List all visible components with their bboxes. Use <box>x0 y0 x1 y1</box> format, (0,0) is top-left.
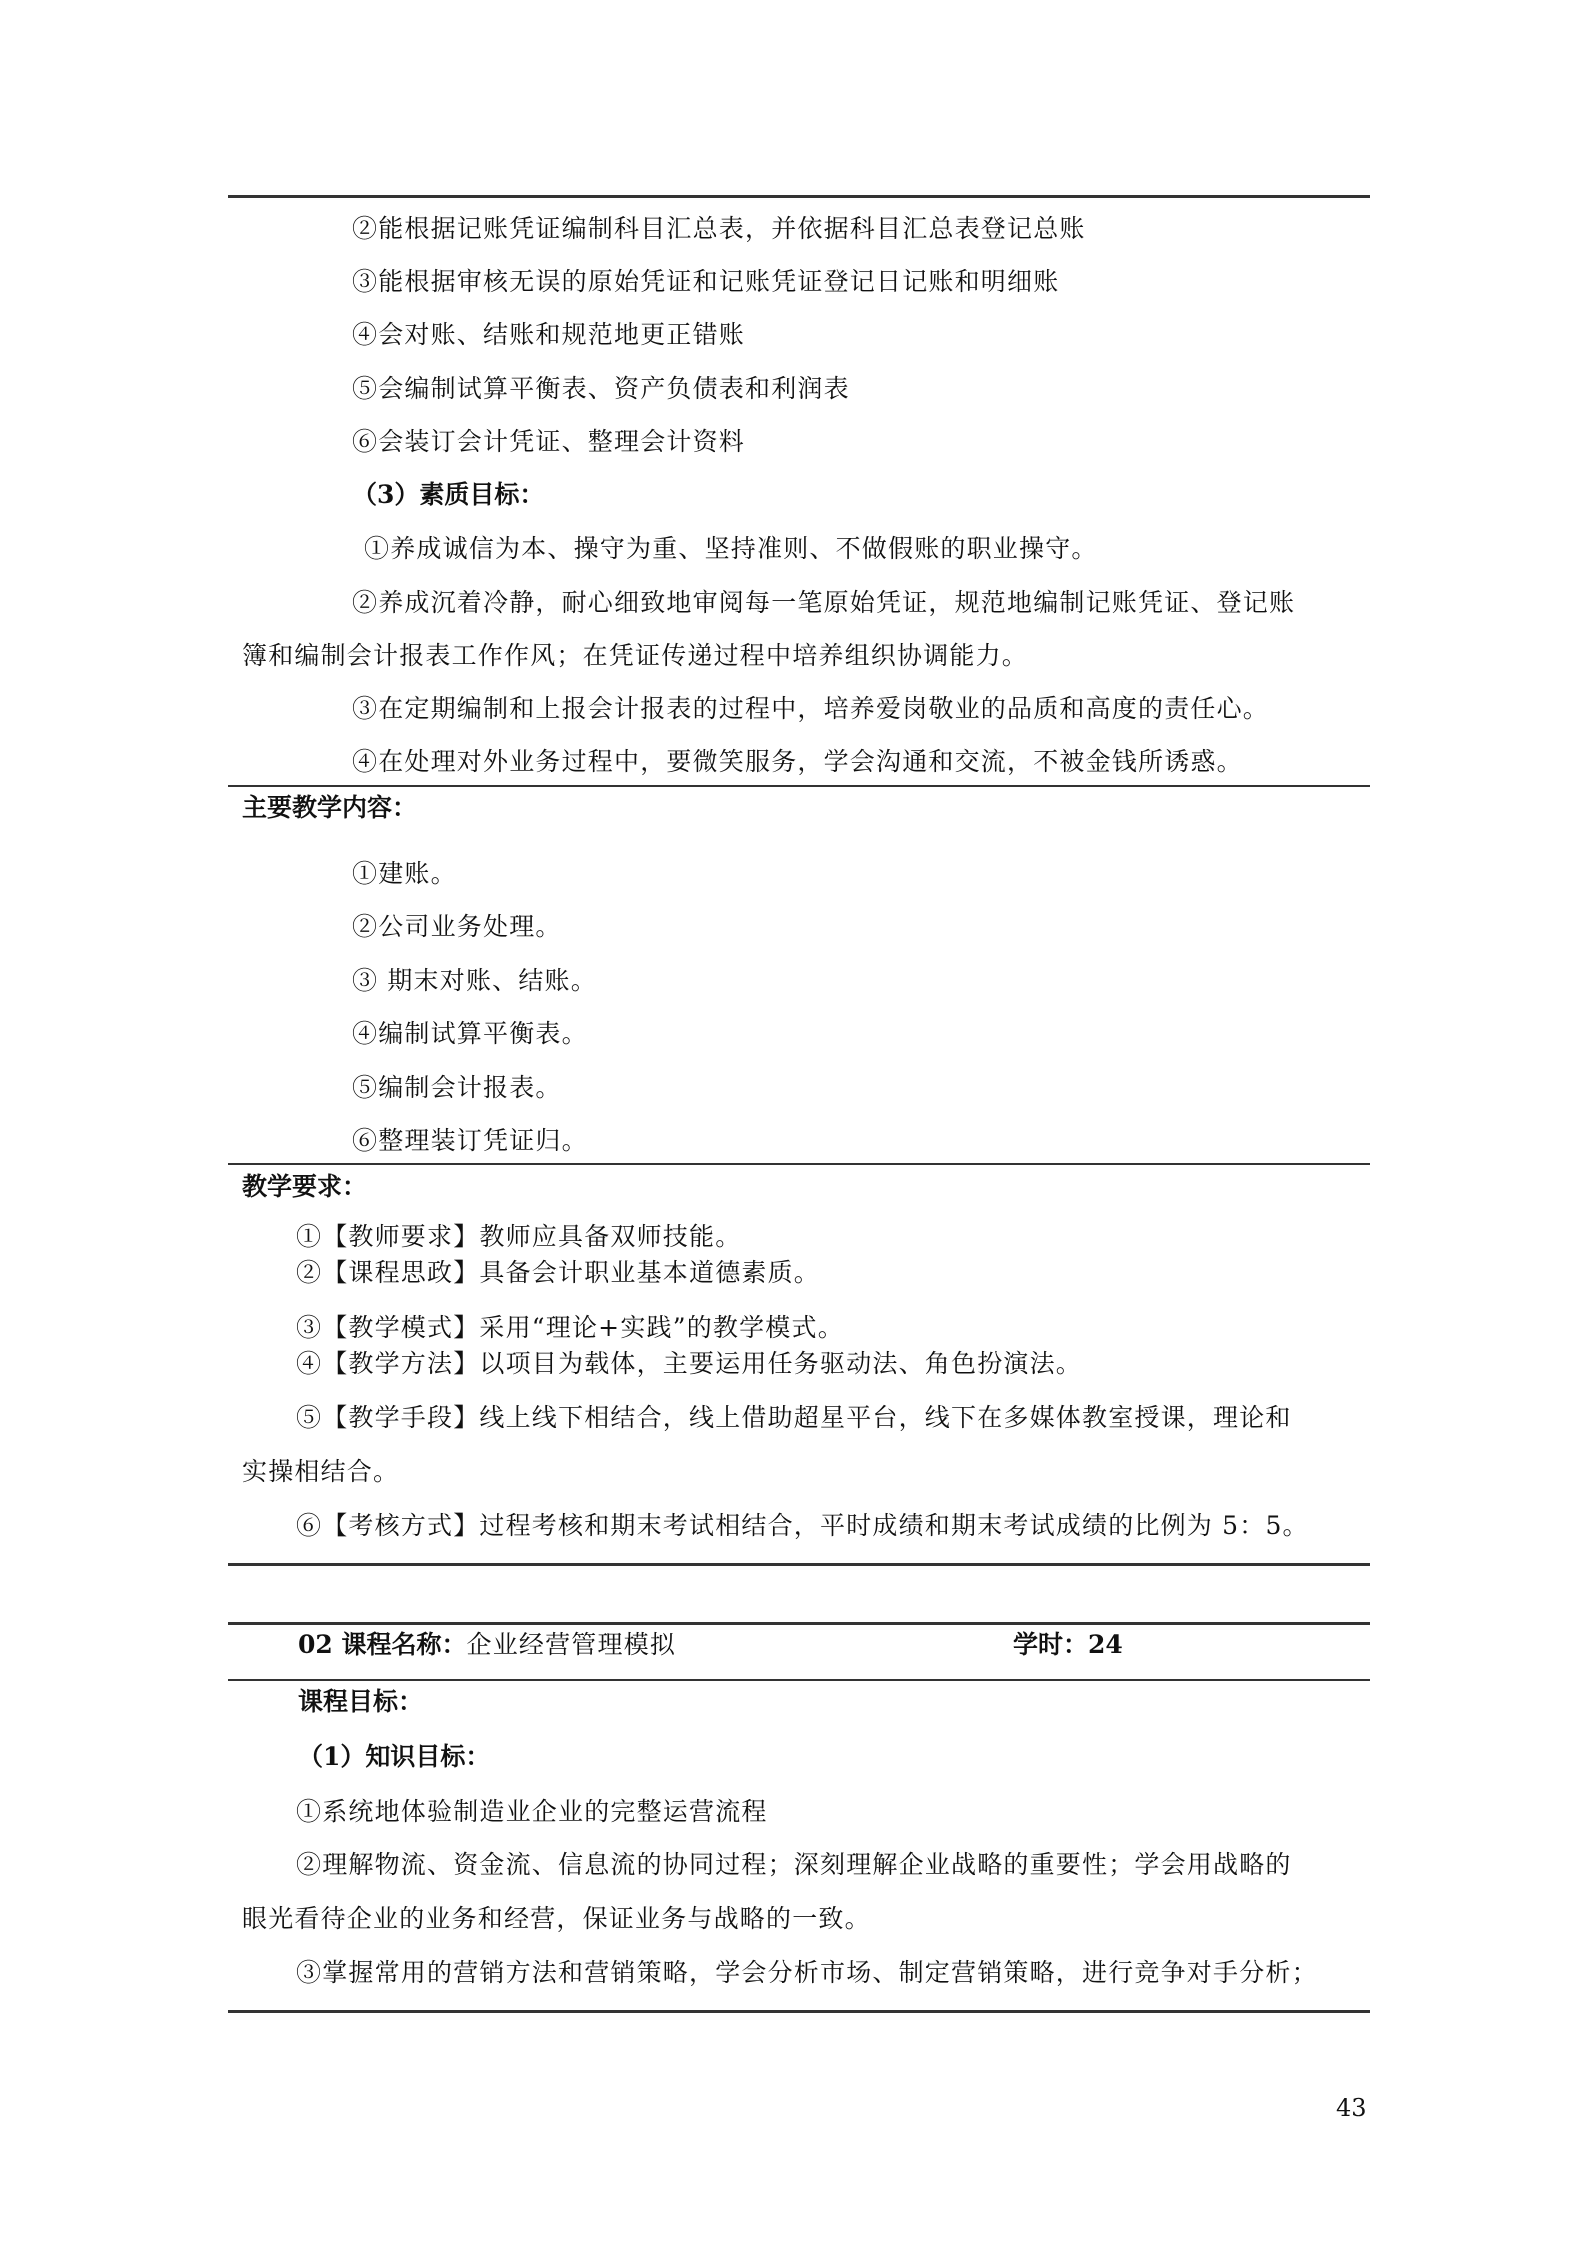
quality-item: ③在定期编制和上报会计报表的过程中，培养爱岗敬业的品质和高度的责任心。 <box>352 694 1270 723</box>
knowledge-item: ①系统地体验制造业企业的完整运营流程 <box>296 1797 768 1826</box>
content-item: ⑤编制会计报表。 <box>352 1073 562 1102</box>
knowledge-objectives-heading: （1）知识目标： <box>298 1742 491 1771</box>
skill-item: ②能根据记账凭证编制科目汇总表，并依据科目汇总表登记总账 <box>352 214 1086 243</box>
course-hours: 学时：24 <box>1013 1630 1123 1659</box>
requirements-heading: 教学要求： <box>242 1172 368 1201</box>
table-row-divider <box>228 785 1370 787</box>
table-border-top <box>228 195 1370 198</box>
skill-item: ⑤会编制试算平衡表、资产负债表和利润表 <box>352 374 850 403</box>
content-item: ④编制试算平衡表。 <box>352 1019 588 1048</box>
quality-item: ②养成沉着冷静，耐心细致地审阅每一笔原始凭证，规范地编制记账凭证、登记账 <box>352 588 1296 617</box>
course-name-value: 企业经营管理模拟 <box>466 1630 677 1659</box>
course-name-label: 02 课程名称： <box>298 1630 467 1659</box>
skill-item: ⑥会装订会计凭证、整理会计资料 <box>352 427 746 456</box>
requirement-item: ⑥【考核方式】过程考核和期末考试相结合，平时成绩和期末考试成绩的比例为 5：5。 <box>296 1511 1309 1540</box>
table-border-bottom <box>228 1563 1370 1566</box>
page-number: 43 <box>1336 2094 1367 2122</box>
table-border-top <box>228 1622 1370 1625</box>
skill-item: ③能根据审核无误的原始凭证和记账凭证登记日记账和明细账 <box>352 267 1060 296</box>
main-content-heading: 主要教学内容： <box>242 793 418 822</box>
requirement-item: ④【教学方法】以项目为载体，主要运用任务驱动法、角色扮演法。 <box>296 1349 1083 1378</box>
quality-item: ①养成诚信为本、操守为重、坚持准则、不做假账的职业操守。 <box>364 534 1098 563</box>
table-row-divider <box>228 1679 1370 1681</box>
course-name-row <box>298 1628 676 1662</box>
knowledge-item: 眼光看待企业的业务和经营，保证业务与战略的一致。 <box>242 1904 871 1933</box>
requirement-item: ②【课程思政】具备会计职业基本道德素质。 <box>296 1258 821 1287</box>
content-item: ⑥整理装订凭证归。 <box>352 1126 588 1155</box>
content-item: ②公司业务处理。 <box>352 912 562 941</box>
quality-item: ④在处理对外业务过程中，要微笑服务，学会沟通和交流，不被金钱所诱惑。 <box>352 747 1243 776</box>
quality-objectives-heading: （3）素质目标： <box>352 480 545 509</box>
requirement-item: 实操相结合。 <box>242 1457 400 1486</box>
requirement-item: ③【教学模式】采用“理论+实践”的教学模式。 <box>296 1313 844 1342</box>
course-objectives-heading: 课程目标： <box>298 1687 424 1716</box>
content-item: ③ 期末对账、结账。 <box>352 966 597 995</box>
content-item: ①建账。 <box>352 859 457 888</box>
table-row-divider <box>228 1163 1370 1165</box>
requirement-item: ①【教师要求】教师应具备双师技能。 <box>296 1222 742 1251</box>
knowledge-item: ②理解物流、资金流、信息流的协同过程；深刻理解企业战略的重要性；学会用战略的 <box>296 1850 1292 1879</box>
skill-item: ④会对账、结账和规范地更正错账 <box>352 320 746 349</box>
knowledge-item: ③掌握常用的营销方法和营销策略，学会分析市场、制定营销策略，进行竞争对手分析； <box>296 1958 1318 1987</box>
requirement-item: ⑤【教学手段】线上线下相结合，线上借助超星平台，线下在多媒体教室授课，理论和 <box>296 1403 1292 1432</box>
table-border-bottom <box>228 2010 1370 2013</box>
quality-item: 簿和编制会计报表工作作风；在凭证传递过程中培养组织协调能力。 <box>242 641 1029 670</box>
